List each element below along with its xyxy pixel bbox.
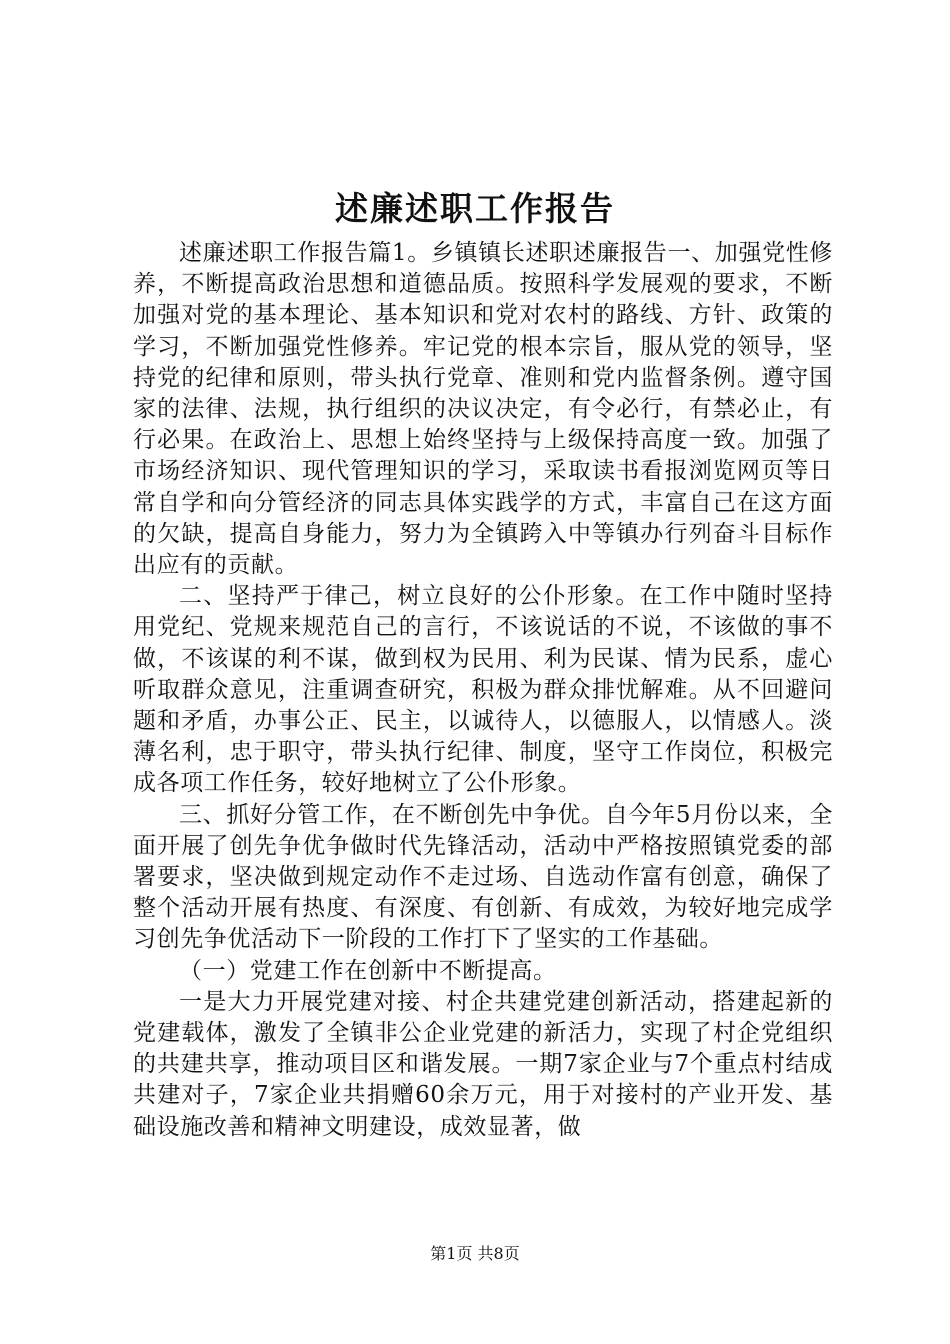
page-footer: 第1页 共8页 <box>430 1244 520 1263</box>
paragraph-4: （一）党建工作在创新中不断提高。 <box>179 957 557 984</box>
document-title: 述廉述职工作报告 <box>335 189 615 228</box>
paragraph-1: 述廉述职工作报告篇1。乡镇镇长述职述廉报告一、加强党性修养，不断提高政治思想和道德品质。按照科学发展观的要求，不断加强对党的基本理论、基本知识和党对农村的路线、方针、政策的学习，不断加强党性修养。牢记党的根本宗旨，服从党的领导，坚持党的纪律和原则，带头执行党章、准则和党内监督条例。遵守国家的法律、法规，执行组织的决议决定，有令必行，有禁必止，有行必果。在政治上、思想上始终坚持与上级保持高度一致。加强了市场经济知识、现代管理知识的学习，采取读书看报浏览网页等日常自学和向分管经济的同志具体实践学的方式，丰富自己在这方面的欠缺，提高自身能力，努力为全镇跨入中等镇办行列奋斗目标作出应有的贡献。 <box>133 240 833 579</box>
paragraph-3: 三、抓好分管工作，在不断创先中争优。自今年5月份以来，全面开展了创先争优争做时代先锋活动，活动中严格按照镇党委的部署要求，坚决做到规定动作不走过场、自选动作富有创意，确保了整个活动开展有热度、有深度、有创新、有成效，为较好地完成学习创先争优活动下一阶段的工作打下了坚实的工作基础。 <box>133 801 833 953</box>
paragraph-5: 一是大力开展党建对接、村企共建党建创新活动，搭建起新的党建载体，激发了全镇非公企业党建的新活力，实现了村企党组织的共建共享，推动项目区和谐发展。一期7家企业与7个重点村结成共建对子，7家企业共捐赠60余万元，用于对接村的产业开发、基础设施改善和精神文明建设，成效显著，做 <box>133 988 833 1140</box>
paragraph-2: 二、坚持严于律己，树立良好的公仆形象。在工作中随时坚持用党纪、党规来规范自己的言行，不该说话的不说，不该做的事不做，不该谋的利不谋，做到权为民用、利为民谋、情为民系，虚心听取群众意见，注重调查研究，积极为群众排忧解难。从不回避问题和矛盾，办事公正、民主，以诚待人，以德服人，以情感人。淡薄名利，忠于职守，带头执行纪律、制度，坚守工作岗位，积极完成各项工作任务，较好地树立了公仆形象。 <box>133 583 833 797</box>
document-body <box>133 238 833 1143</box>
